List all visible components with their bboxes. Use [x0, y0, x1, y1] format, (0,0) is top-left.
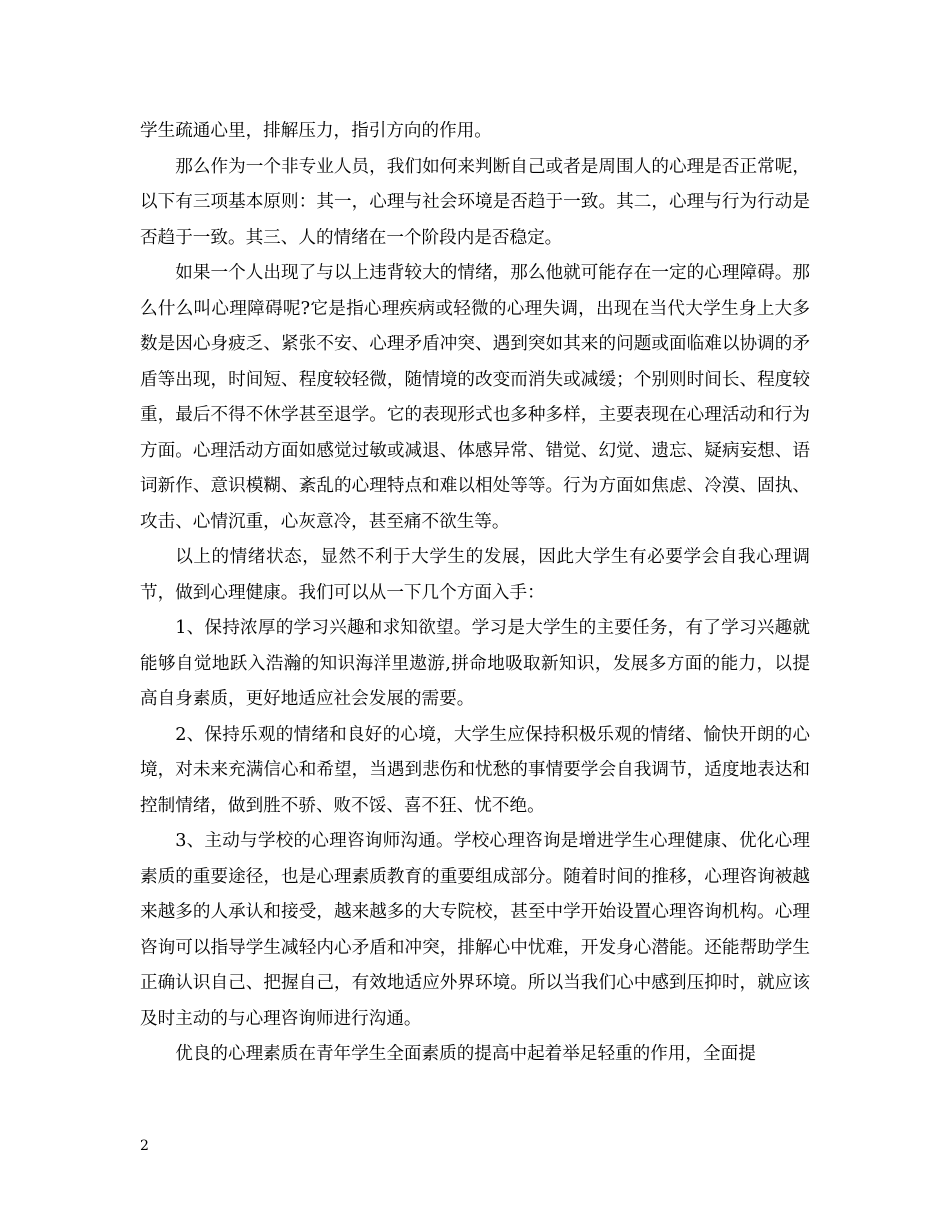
- paragraph: 2、保持乐观的情绪和良好的心境，大学生应保持积极乐观的情绪、愉快开朗的心境，对未来充满信心和希望，当遇到悲伤和忧愁的事情要学会自我调节，适度地表达和控制情绪，做到胜不骄、败不馁、喜不狂、忧不绝。: [140, 724, 810, 816]
- paragraph: 3、主动与学校的心理咨询师沟通。学校心理咨询是增进学生心理健康、优化心理素质的重要途径，也是心理素质教育的重要组成部分。随着时间的推移，心理咨询被越来越多的人承认和接受，越来越多的大专院校，甚至中学开始设置心理咨询机构。心理咨询可以指导学生减轻内心矛盾和冲突，排解心中忧难，开发身心潜能。还能帮助学生正确认识自己、把握自己，有效地适应外界环境。所以当我们心中感到压抑时，就应该及时主动的与心理咨询师进行沟通。: [140, 831, 810, 1029]
- paragraph: 以上的情绪状态，显然不利于大学生的发展，因此大学生有必要学会自我心理调节，做到心理健康。我们可以从一下几个方面入手：: [140, 547, 810, 603]
- paragraph: 学生疏通心里，排解压力，指引方向的作用。: [140, 121, 492, 141]
- paragraph: 那么作为一个非专业人员，我们如何来判断自己或者是周围人的心理是否正常呢，以下有三项基本原则：其一，心理与社会环境是否趋于一致。其二，心理与行为行动是否趋于一致。其三、人的情绪在一个阶段内是否稳定。: [140, 156, 810, 248]
- body-text: [140, 114, 810, 1073]
- paragraph: 如果一个人出现了与以上违背较大的情绪，那么他就可能存在一定的心理障碍。那么什么叫心理障碍呢?它是指心理疾病或轻微的心理失调，出现在当代大学生身上大多数是因心身疲乏、紧张不安、心理矛盾冲突、遇到突如其来的问题或面临难以协调的矛盾等出现，时间短、程度较轻微，随情境的改变而消失或减缓；个别则时间长、程度较重，最后不得不休学甚至退学。它的表现形式也多种多样，主要表现在心理活动和行为方面。心理活动方面如感觉过敏或减退、体感异常、错觉、幻觉、遗忘、疑病妄想、语词新作、意识模糊、紊乱的心理特点和难以相处等等。行为方面如焦虑、冷漠、固执、攻击、心情沉重，心灰意冷，甚至痛不欲生等。: [140, 263, 810, 532]
- paragraph: 优良的心理素质在青年学生全面素质的提高中起着举足轻重的作用，全面提: [175, 1044, 756, 1064]
- page-number: 2: [140, 1138, 149, 1154]
- paragraph: 1、保持浓厚的学习兴趣和求知欲望。学习是大学生的主要任务，有了学习兴趣就能够自觉地跃入浩瀚的知识海洋里遨游,拼命地吸取新知识，发展多方面的能力，以提高自身素质，更好地适应社会发展的需要。: [140, 618, 810, 709]
